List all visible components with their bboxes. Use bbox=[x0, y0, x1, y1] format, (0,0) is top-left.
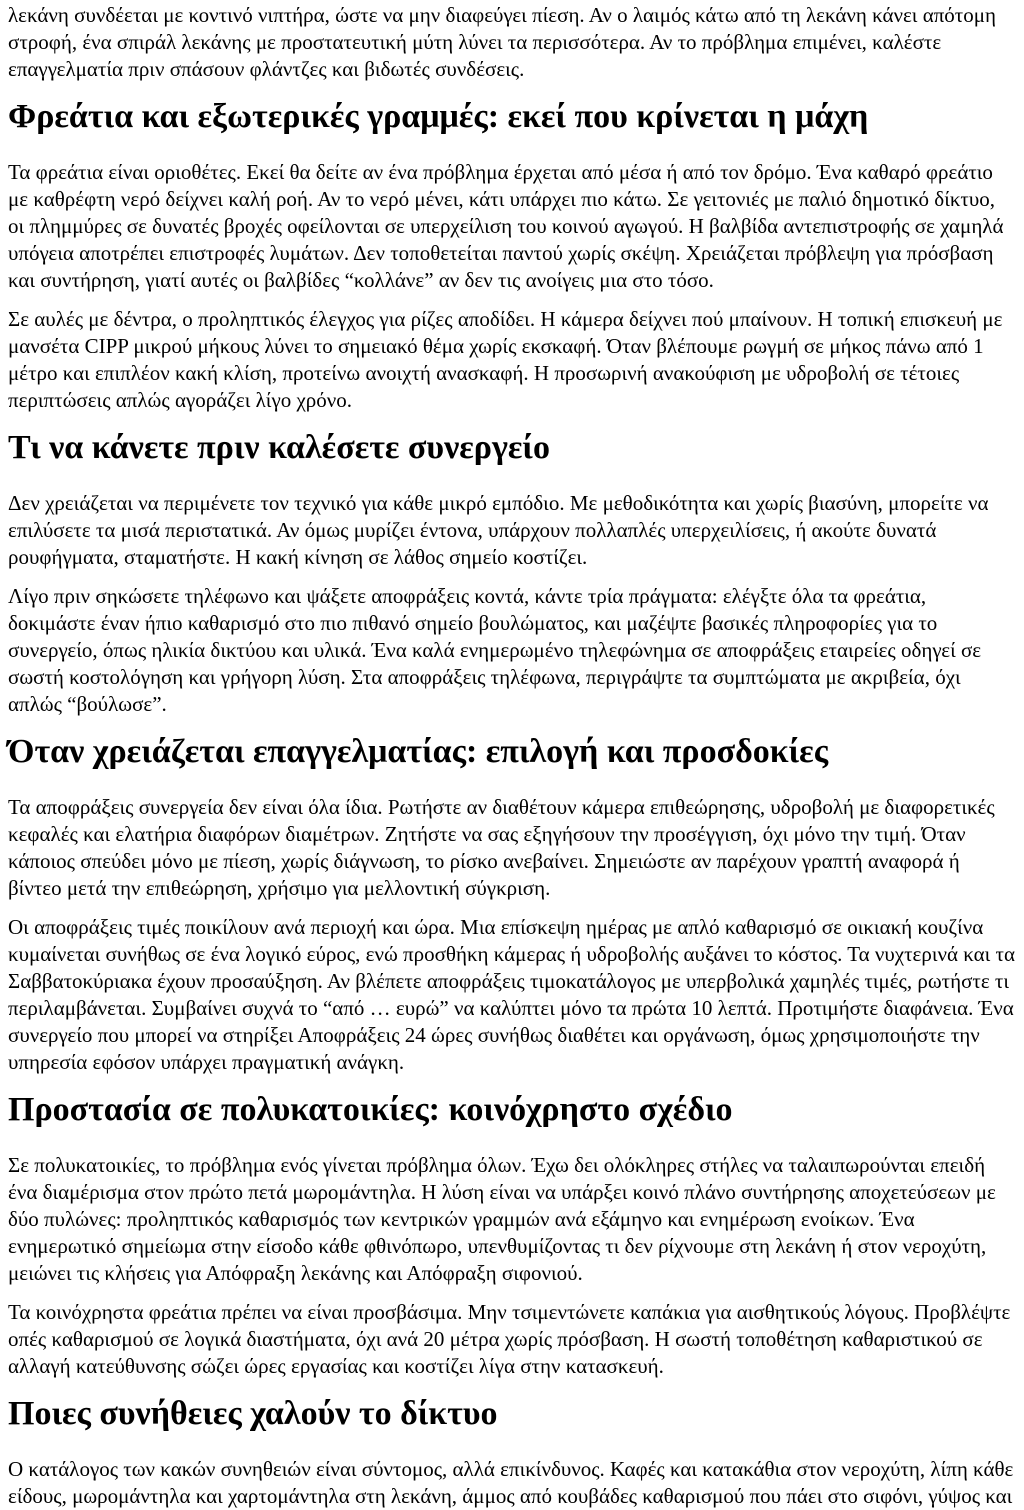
body-paragraph: Τα αποφράξεις συνεργεία δεν είναι όλα ίδια. Ρωτήστε αν διαθέτουν κάμερα επιθεώρησης, υδροβολή με διαφορετικές κεφαλές και ελατήρια διαφόρων διαμέτρων. Ζητήστε να σας εξηγήσουν την προσέγγιση, όχι μόνο την τιμή. Όταν κάποιος σπεύδει μόνο με πίεση, χωρίς διάγνωση, το ρίσκο ανεβαίνει. Σημειώστε αν παρέχουν γραπτή αναφορά ή βίντεο μετά την επιθεώρηση, χρήσιμο για μελλοντική σύγκριση. bbox=[8, 795, 995, 900]
body-paragraph: Σε αυλές με δέντρα, ο προληπτικός έλεγχος για ρίζες αποδίδει. Η κάμερα δείχνει πού μπαίνουν. Η τοπική επισκευή με μανσέτα CIPP μικρού μήκους λύνει το σημειακό θέμα χωρίς εκσκαφή. Όταν βλέπουμε ρωγμή σε μήκος πάνω από 1 μέτρο και επιπλέον κακή κλίση, προτείνω ανοιχτή ανασκαφή. Η προσωρινή ανακούφιση με υδροβολή σε τέτοιες περιπτώσεις απλώς αγοράζει λίγο χρόνο. bbox=[8, 307, 1003, 412]
body-paragraph: Λίγο πριν σηκώσετε τηλέφωνο και ψάξετε αποφράξεις κοντά, κάντε τρία πράγματα: ελέγξτε όλα τα φρεάτια, δοκιμάστε έναν ήπιο καθαρισμό στο πιο πιθανό σημείο βουλώματος, και μαζέψτε βασικές πληροφορίες για το συνεργείο, όπως ηλικία δικτύου και υλικά. Ένα καλά ενημερωμένο τηλεφώνημα σε αποφράξεις εταιρείες οδηγεί σε σωστή κοστολόγηση και γρήγορη λύση. Στα αποφράξεις τηλέφωνα, περιγράψτε τα συμπτώματα με ακριβεία, όχι απλώς “βούλωσε”. bbox=[8, 584, 982, 716]
body-paragraph: Δεν χρειάζεται να περιμένετε τον τεχνικό για κάθε μικρό εμπόδιο. Με μεθοδικότητα και χωρίς βιασύνη, μπορείτε να επιλύσετε τα μισά περιστατικά. Αν όμως μυρίζει έντονα, υπάρχουν πολλαπλές υπερχειλίσεις, ή ακούτε δυνατά ρουφήγματα, σταματήστε. Η κακή κίνηση σε λάθος σημείο κοστίζει. bbox=[8, 491, 989, 569]
body-paragraph: Σε πολυκατοικίες, το πρόβλημα ενός γίνεται πρόβλημα όλων. Έχω δει ολόκληρες στήλες να ταλαιπωρούνται επειδή ένα διαμέρισμα στον πρώτο πετά μωρομάντηλα. Η λύση είναι να υπάρξει κοινό πλάνο συντήρησης αποχετεύσεων με δύο πυλώνες: προληπτικός καθαρισμός των κεντρικών γραμμών ανά εξάμηνο και ενημέρωση ενοίκων. Ένα ενημερωτικό σημείωμα στην είσοδο κάθε φθινόπωρο, υπενθυμίζοντας τι δεν ρίχνουμε στη λεκάνη ή στον νεροχύτη, μειώνει τις κλήσεις για Απόφραξη λεκάνης και Απόφραξη σιφονιού. bbox=[8, 1153, 996, 1285]
body-paragraph: Οι αποφράξεις τιμές ποικίλουν ανά περιοχή και ώρα. Μια επίσκεψη ημέρας με απλό καθαρισμό σε οικιακή κουζίνα κυμαίνεται συνήθως σε ένα λογικό εύρος, ενώ προσθήκη κάμερας ή υδροβολής αυξάνει το κόστος. Τα νυχτερινά και τα Σαββατοκύριακα έχουν προσαύξηση. Αν βλέπετε αποφράξεις τιμοκατάλογος με υπερβολικά χαμηλές τιμές, ρωτήστε τι περιλαμβάνεται. Συμβαίνει συχνά το “από … ευρώ” να καλύπτει μόνο τα πρώτα 10 λεπτά. Προτιμήστε διαφάνεια. Ένα συνεργείο που μπορεί να στηρίξει Αποφράξεις 24 ώρες συνήθως διαθέτει και οργάνωση, όμως χρησιμοποιήστε την υπηρεσία εφόσον υπάρχει πραγματική ανάγκη. bbox=[8, 915, 1015, 1074]
section-heading: Τι να κάνετε πριν καλέσετε συνεργείο bbox=[8, 429, 550, 466]
document-page bbox=[0, 2, 1024, 1510]
body-paragraph: Τα κοινόχρηστα φρεάτια πρέπει να είναι προσβάσιμα. Μην τσιμεντώνετε καπάκια για αισθητικούς λόγους. Προβλέψτε οπές καθαρισμού σε λογικά διαστήματα, όχι ανά 20 μέτρα χωρίς πρόσβαση. Η σωστή τοποθέτηση καθαριστικού σε αλλαγή κατεύθυνσης σώζει ώρες εργασίας και κοστίζει λίγα στην κατασκευή. bbox=[8, 1300, 1011, 1378]
body-paragraph: Ο κατάλογος των κακών συνηθειών είναι σύντομος, αλλά επικίνδυνος. Καφές και κατακάθια στον νεροχύτη, λίπη κάθε είδους, μωρομάντηλα και χαρτομάντηλα στη λεκάνη, άμμος από κουβάδες καθαρισμού που πάει στο σιφόνι, γύψος και bbox=[8, 1457, 1014, 1508]
body-paragraph: Τα φρεάτια είναι οριοθέτες. Εκεί θα δείτε αν ένα πρόβλημα έρχεται από μέσα ή από τον δρόμο. Ένα καθαρό φρεάτιο με καθρέφτη νερό δείχνει καλή ροή. Αν το νερό μένει, κάτι υπάρχει πιο κάτω. Σε γειτονιές με παλιό δημοτικό δίκτυο, οι πλημμύρες σε δυνατές βροχές οφείλονται σε υπερχείλιση του κοινού αγωγού. Η βαλβίδα αντεπιστροφής σε χαμηλά υπόγεια αποτρέπει επιστροφές λυμάτων. Δεν τοποθετείται παντού χωρίς σκέψη. Χρειάζεται πρόβλεψη για πρόσβαση και συντήρηση, γιατί αυτές οι βαλβίδες “κολλάνε” αν δεν τις ανοίγεις μια στο τόσο. bbox=[8, 160, 1004, 292]
section-heading: Φρεάτια και εξωτερικές γραμμές: εκεί που κρίνεται η μάχη bbox=[8, 98, 869, 135]
section-heading: Ποιες συνήθειες χαλούν το δίκτυο bbox=[8, 1395, 498, 1432]
section-heading: Όταν χρειάζεται επαγγελματίας: επιλογή και προσδοκίες bbox=[8, 733, 829, 770]
body-paragraph: λεκάνη συνδέεται με κοντινό νιπτήρα, ώστε να μην διαφεύγει πίεση. Αν ο λαιμός κάτω από τη λεκάνη κάνει απότομη στροφή, ένα σπιράλ λεκάνης με προστατευτική μύτη λύνει τα περισσότερα. Αν το πρόβλημα επιμένει, καλέστε επαγγελματία πριν σπάσουν φλάντζες και βιδωτές συνδέσεις. bbox=[8, 3, 996, 81]
section-heading: Προστασία σε πολυκατοικίες: κοινόχρηστο σχέδιο bbox=[8, 1091, 733, 1128]
